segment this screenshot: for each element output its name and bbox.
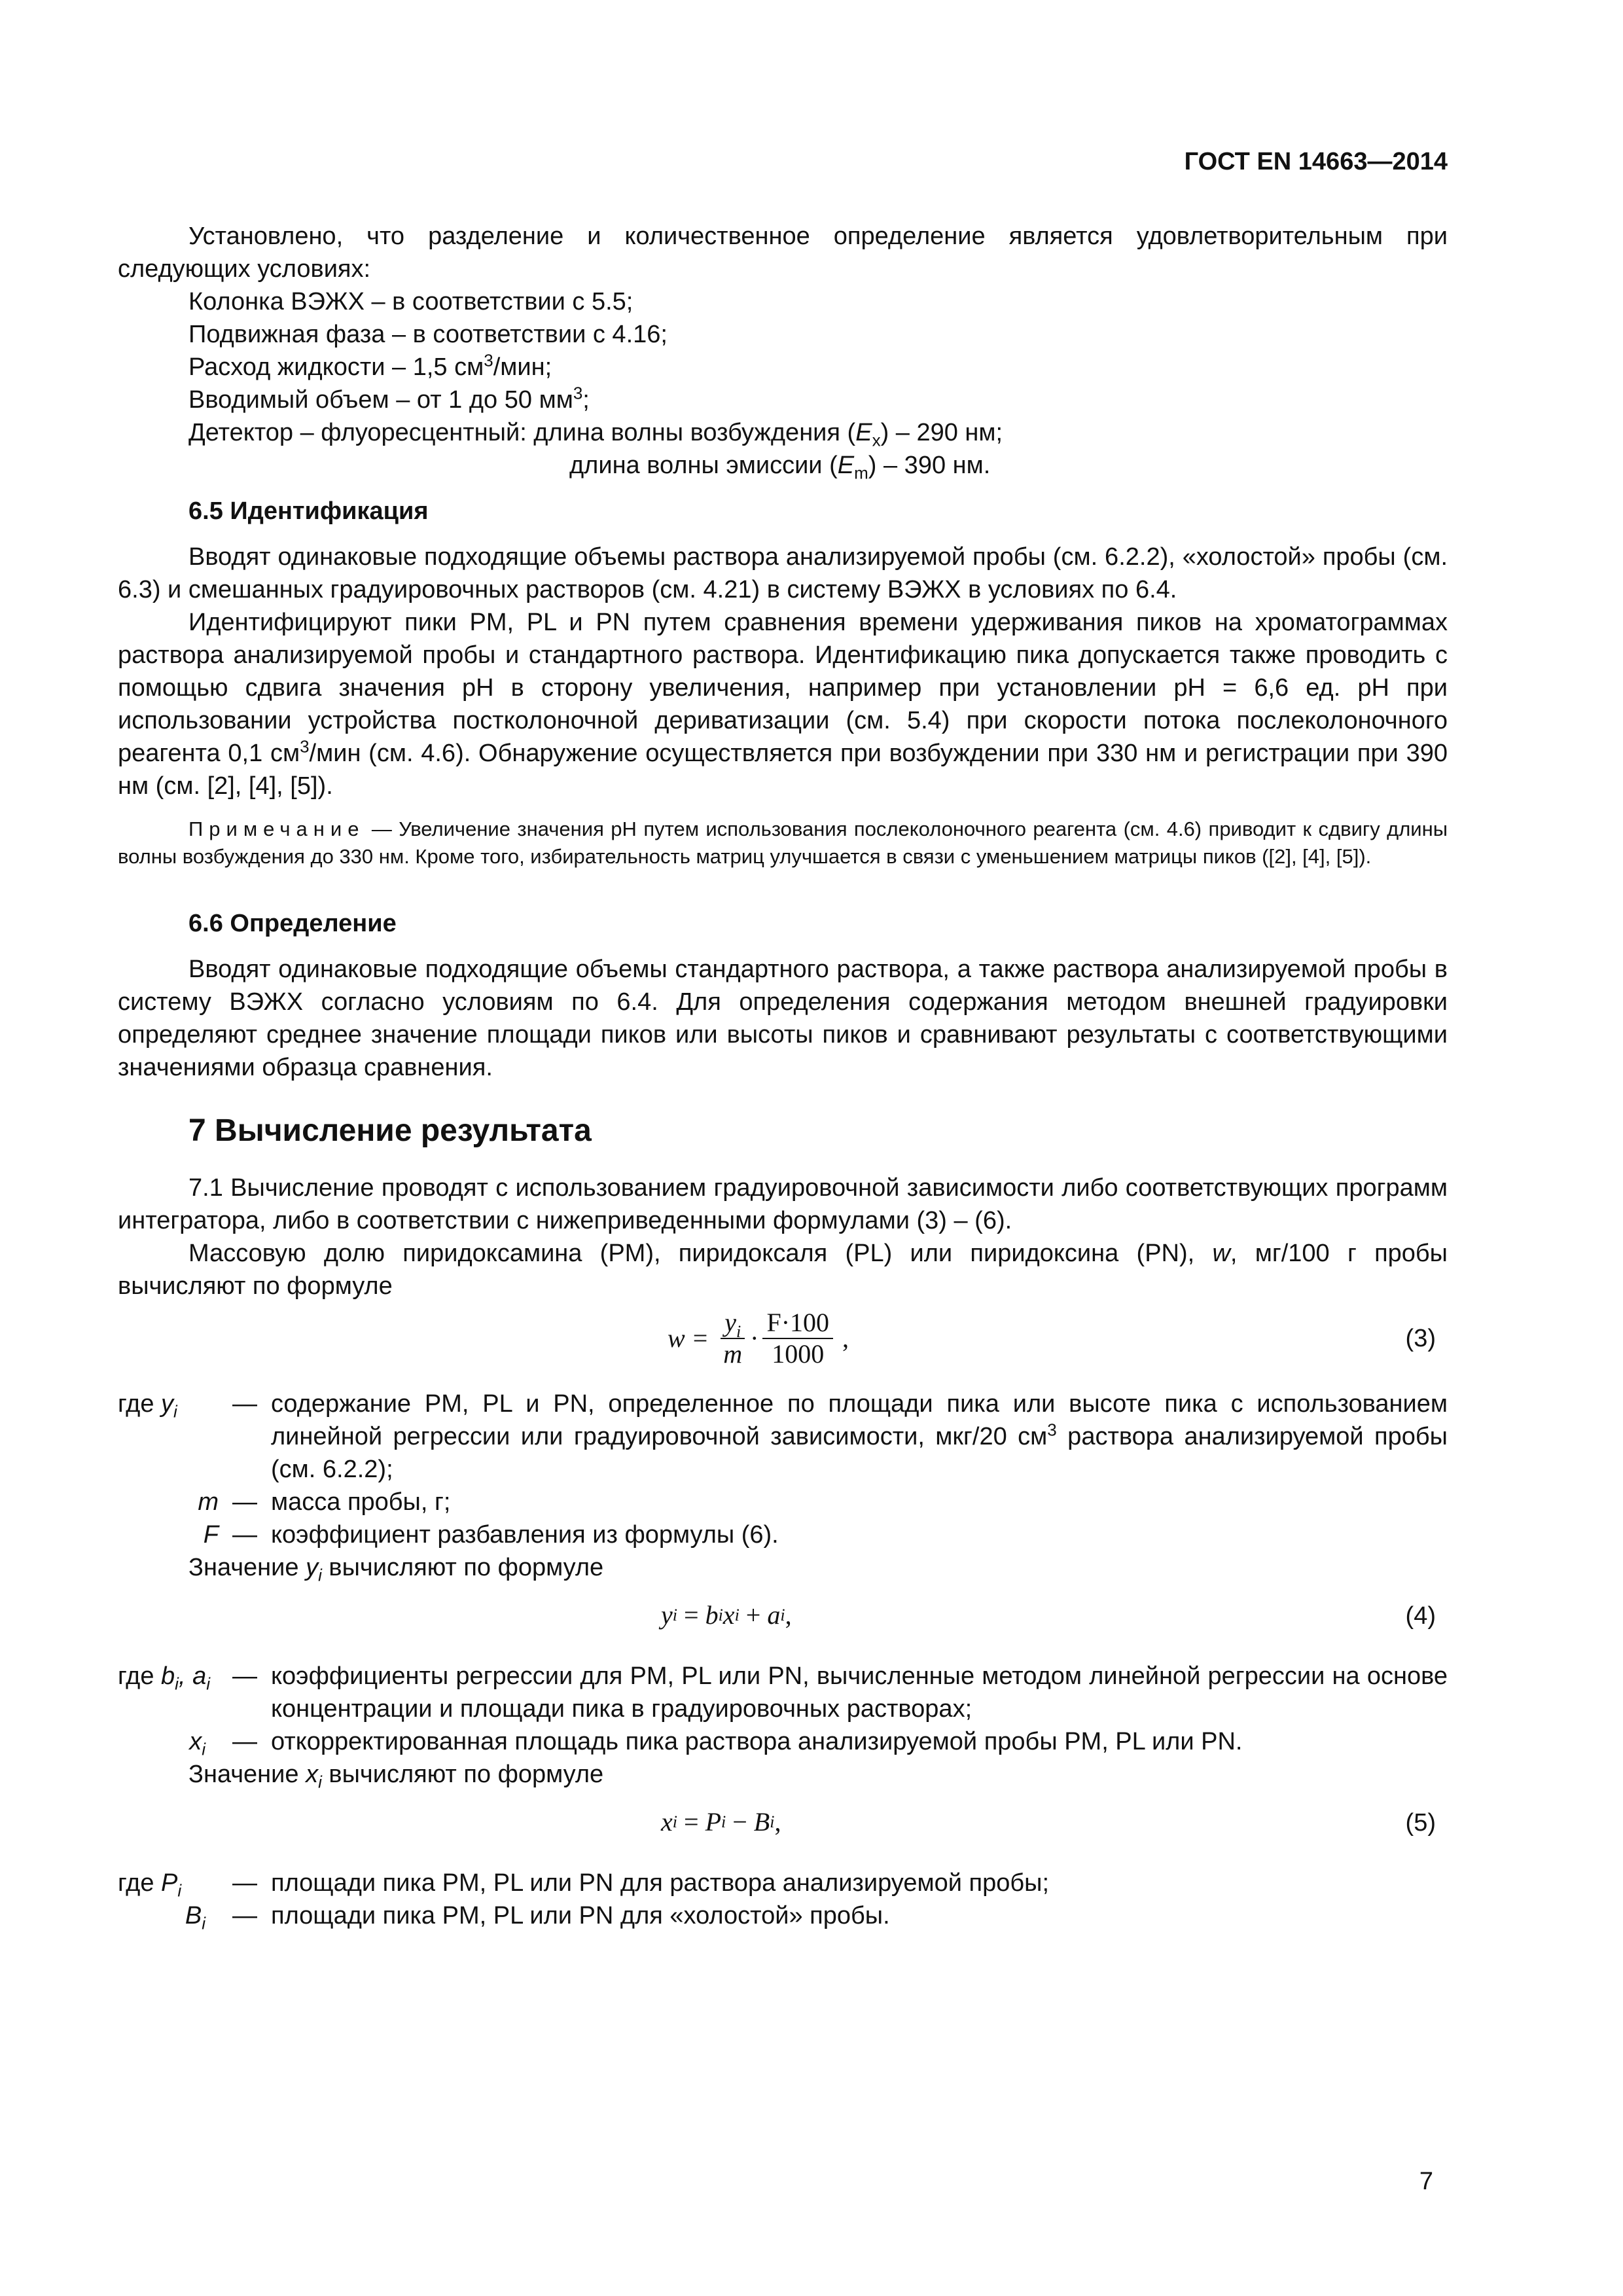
f4-a-sub: i (780, 1605, 785, 1624)
formula-3-y: y (724, 1308, 736, 1337)
def-yi-dash: — (232, 1390, 257, 1418)
volume-unit: ; (582, 386, 590, 414)
def-bb-sym: B (185, 1902, 202, 1929)
where-word-2: где (118, 1662, 154, 1690)
def-bb-sub: i (202, 1913, 205, 1933)
emission-subscript: m (854, 463, 868, 483)
def-yi-text (271, 1388, 1448, 1486)
intro-paragraph: Установлено, что разделение и количественное определение является удовлетворительным при следующих условиях: (118, 223, 1448, 283)
def-f-sym: F (203, 1521, 219, 1549)
formula-3-m: m (723, 1339, 743, 1369)
formula-4-definitions (118, 1660, 1448, 1758)
def-pi-dash: — (232, 1869, 257, 1897)
xi-intro-a: Значение (188, 1761, 306, 1788)
def-pi-symbol (118, 1867, 219, 1899)
def-f-dash: — (232, 1521, 257, 1549)
flow-exponent: 3 (484, 350, 493, 370)
yi-sub: i (318, 1565, 322, 1585)
xi-intro-b: вычисляют по формуле (321, 1761, 604, 1788)
f5-eq: = (677, 1807, 705, 1837)
formula-5-expression (661, 1791, 781, 1854)
detector-text: Детектор – флуоресцентный: длина волны возбуждения ( (188, 419, 856, 446)
def-bbi-symbol (118, 1899, 219, 1932)
where-word-3: где (118, 1869, 154, 1897)
formula-3-definitions (118, 1388, 1448, 1551)
condition-volume (118, 384, 1448, 416)
section-6-5-title: 6.5 Идентификация (188, 497, 429, 525)
formula-4-number: (4) (1405, 1602, 1436, 1630)
yi-sym: y (306, 1554, 319, 1581)
f4-tail: , (785, 1600, 792, 1630)
section-6-5-paragraph-1: Вводят одинаковые подходящие объемы раствора анализируемой пробы (см. 6.2.2), «холостой» пробы (см. 6.3) и смешанных градуировочных растворов (см. 4.21) в систему ВЭЖХ в условиях по 6.4. (118, 543, 1448, 603)
f5-p-sub: i (721, 1812, 726, 1831)
def-f-symbol (118, 1518, 219, 1551)
detector-symbol: E (855, 419, 872, 446)
def-xi-text: откорректированная площадь пика раствора анализируемой пробы PM, PL или PN. (271, 1728, 1243, 1755)
flow-text: Расход жидкости – 1,5 см (188, 353, 484, 381)
def-yi-text-b: раствора анализируемой пробы (см. 6.2.2); (271, 1423, 1448, 1483)
def-yi-symbol (118, 1388, 219, 1486)
page-number: 7 (1419, 2168, 1433, 2195)
def-yi-sub: i (173, 1401, 177, 1422)
volume-exponent: 3 (573, 383, 583, 403)
f4-y: y (661, 1600, 673, 1630)
f5-b: B (753, 1807, 770, 1837)
condition-flow (118, 351, 1448, 384)
f4-eq: = (677, 1600, 705, 1630)
def-xi-dash: — (232, 1728, 257, 1755)
p2-text-a: Идентифицируют пики PM, PL и PN путем сравнения времени удерживания пиков на хроматограммах раствора анализируемой пробы и стандартного раствора. Идентификацию пика допускается также проводить с помощью сдвига значения pH в сторону увеличения, например при установлении pH = 6,6 ед. pH при использовании устройства постколоночной дериватизации (см. 5.4) при скорости потока послеколоночного реагента 0,1 см (118, 609, 1448, 767)
condition-mobile-phase: Подвижная фаза – в соответствии с 4.16; (188, 321, 668, 348)
def-bi-symbol (118, 1660, 219, 1725)
formula-3-tail: , (842, 1323, 849, 1353)
f4-x: x (722, 1600, 735, 1630)
p2-text-b: /мин (см. 4.6). Обнаружение осуществляется при возбуждении при 330 нм и регистрации при 390 нм (см. [2], [4], [5]). (118, 740, 1448, 800)
def-m-sym: m (198, 1488, 219, 1516)
def-a-sym: , a (178, 1662, 207, 1690)
def-p-sym: P (161, 1869, 178, 1897)
condition-emission (118, 449, 1448, 482)
p2-text: Массовую долю пиридоксамина (PM), пиридоксаля (PL) или пиридоксина (PN), (188, 1240, 1213, 1267)
formula-3-fraction-2 (762, 1308, 833, 1369)
f5-x: x (661, 1807, 673, 1837)
f5-x-sub: i (672, 1812, 677, 1831)
def-bi-text: коэффициенты регрессии для PM, PL или PN, вычисленные методом линейной регрессии на основе концентрации и площади пика в градуировочных растворах; (271, 1662, 1448, 1723)
formula-3-y-sub: i (736, 1322, 741, 1341)
f5-b-sub: i (770, 1812, 775, 1831)
volume-text: Вводимый объем – от 1 до 50 мм (188, 386, 573, 414)
section-6-5-paragraph-2 (118, 606, 1448, 802)
def-a-sub: i (206, 1674, 210, 1694)
def-yi-text-a: содержание PM, PL и PN, определенное по площади пика или высоте пика с использованием линейной регрессии или градуировочной зависимости, мкг/20 см (271, 1390, 1448, 1450)
formula-5-number: (5) (1405, 1809, 1436, 1837)
section-6-5-note (118, 816, 1448, 870)
condition-column: Колонка ВЭЖХ – в соответствии с 5.5; (188, 288, 633, 315)
formula-3-expression (668, 1302, 849, 1374)
formula-5 (118, 1791, 1448, 1854)
formula-3-lhs: w (668, 1323, 685, 1353)
def-f-text: коэффициент разбавления из формулы (6). (271, 1521, 779, 1549)
emission-symbol: E (837, 452, 855, 479)
page-content (118, 220, 1448, 1932)
f4-a: a (767, 1600, 781, 1630)
section-6-6-paragraph: Вводят одинаковые подходящие объемы стандартного раствора, а также раствора анализируемой пробы в систему ВЭЖХ согласно условиям по 6.4. Для определения содержания методом внешней градуировки определяют среднее значение площади пиков или высоты пиков и сравнивают результаты с соответствующими значениями образца сравнения. (118, 956, 1448, 1081)
f4-b-sub: i (718, 1605, 723, 1624)
def-x-sub: i (202, 1739, 205, 1759)
formula-3-dot: · (750, 1323, 759, 1353)
def-m-symbol (118, 1486, 219, 1518)
detector-subscript: x (872, 430, 881, 450)
f4-x-sub: i (734, 1605, 740, 1624)
w-symbol: w (1212, 1240, 1230, 1267)
p2-exponent: 3 (300, 736, 310, 757)
def-pi-text: площади пика PM, PL или PN для раствора анализируемой пробы; (271, 1869, 1050, 1897)
section-6-6-title: 6.6 Определение (188, 910, 397, 937)
f5-p: P (705, 1807, 721, 1837)
formula-3-numerator: F·100 (762, 1308, 833, 1339)
section-7-paragraph-1: 7.1 Вычисление проводят с использованием градуировочной зависимости либо соответствующих программ интегратора, либо в соответствии с нижеприведенными формулами (3) – (6). (118, 1174, 1448, 1234)
def-m-text: масса пробы, г; (271, 1488, 451, 1516)
formula-3-fraction-1 (719, 1308, 746, 1369)
where-word: где (118, 1390, 154, 1418)
def-b-sym: b (161, 1662, 175, 1690)
xi-sub: i (318, 1772, 322, 1792)
yi-intro-b: вычисляют по формуле (321, 1554, 604, 1581)
yi-intro (118, 1551, 1448, 1584)
note-label: Примечание (188, 817, 365, 840)
condition-detector (118, 416, 1448, 449)
emission-text: длина волны эмиссии ( (569, 452, 838, 479)
def-b-sub: i (175, 1674, 179, 1694)
flow-unit: /мин; (493, 353, 552, 381)
formula-3-eq: = (692, 1323, 708, 1353)
def-yi-sym: y (161, 1390, 174, 1418)
note-text: — Увеличение значения pH путем использования послеколоночного реагента (см. 4.6) приводит к сдвигу длины волны возбуждения до 330 нм. Кроме того, избирательность матриц улучшается в связи с уменьшением матрицы пиков ([2], [4], [5]). (118, 817, 1448, 868)
xi-sym: x (306, 1761, 319, 1788)
formula-3-denominator: 1000 (772, 1339, 825, 1369)
def-xi-symbol (118, 1725, 219, 1758)
def-p-sub: i (177, 1880, 182, 1901)
def-bbi-dash: — (232, 1902, 257, 1929)
formula-4-expression (661, 1584, 792, 1647)
formula-4 (118, 1584, 1448, 1647)
f4-plus: + (739, 1600, 768, 1630)
formula-3 (118, 1302, 1448, 1374)
section-7-paragraph-2 (118, 1237, 1448, 1302)
def-m-dash: — (232, 1488, 257, 1516)
f4-y-sub: i (672, 1605, 677, 1624)
detector-value: ) – 290 нм; (880, 419, 1003, 446)
xi-intro (118, 1758, 1448, 1791)
p2-text-end: , мг/100 г пробы вычисляют по формуле (118, 1240, 1448, 1300)
emission-value: ) – 390 нм. (868, 452, 991, 479)
f5-minus: − (726, 1807, 754, 1837)
document-header: ГОСТ EN 14663—2014 (1184, 148, 1448, 175)
formula-3-number: (3) (1405, 1325, 1436, 1352)
yi-intro-a: Значение (188, 1554, 306, 1581)
def-yi-exp: 3 (1047, 1420, 1057, 1440)
f5-tail: , (774, 1807, 781, 1837)
def-bbi-text: площади пика PM, PL или PN для «холостой» пробы. (271, 1902, 890, 1929)
section-7-title: 7 Вычисление результата (188, 1113, 592, 1148)
formula-5-definitions (118, 1867, 1448, 1932)
def-bi-dash: — (232, 1662, 257, 1690)
f4-b: b (705, 1600, 719, 1630)
def-x-sym: x (189, 1728, 202, 1755)
